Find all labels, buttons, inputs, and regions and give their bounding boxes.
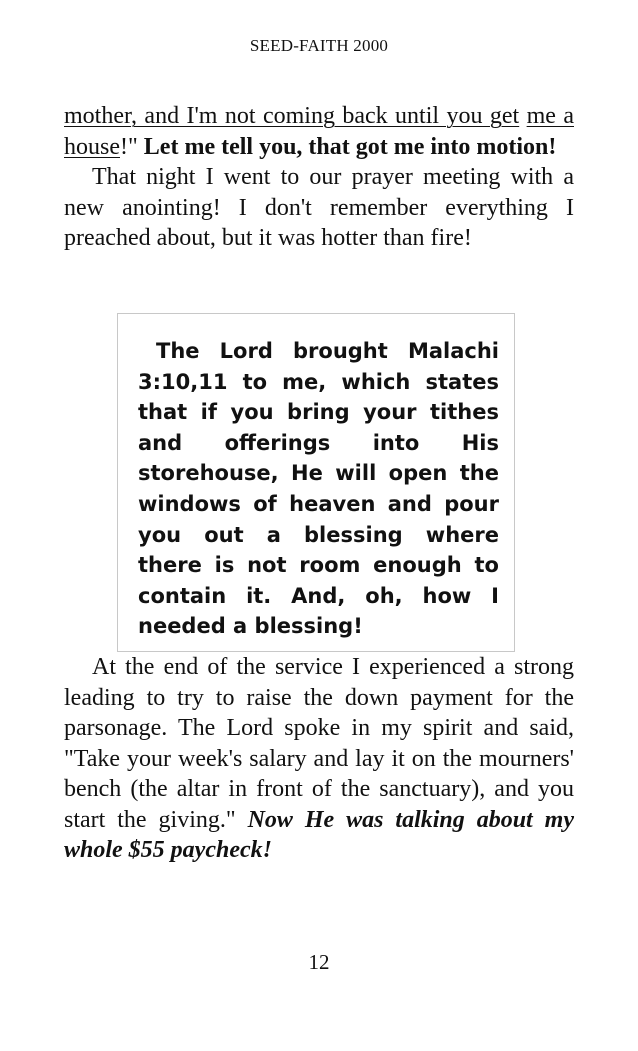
page-number: 12 <box>308 950 330 974</box>
underlined-text-2: me a house <box>64 103 574 160</box>
running-header: SEED-FAITH 2000 <box>249 36 389 55</box>
paragraph-continued <box>64 101 574 162</box>
paragraph-prayer-meeting: That night I went to our prayer meeting with a new anointing! I don't remember everything I preached about, but it was hotter than fire! <box>64 164 574 251</box>
paragraph-service <box>64 652 574 866</box>
pull-quote-content: The Lord brought Malachi 3:10,11 to me, which states that if you bring your tithes and offerings into His storehouse, He will open the windows of heaven and pour you out a blessing where there is not room enough to contain it. And, oh, how I needed a blessing! <box>138 339 499 639</box>
underlined-text: mother, and I'm not coming back until you get <box>64 103 520 129</box>
bold-emphasis: Let me tell you, that got me into motion! <box>143 133 557 160</box>
pull-quote-box <box>117 313 515 652</box>
pull-quote-text <box>138 336 499 642</box>
bottom-text-block <box>64 652 574 866</box>
paragraph-service-text: At the end of the service I experienced a strong leading to try to raise the down payment for the parsonage. The Lord spoke in my spirit and said, "Take your week's salary and lay it on the mourners' bench (the altar in front of the sanctuary), and you start the giving." <box>64 654 574 833</box>
top-text-block <box>64 101 574 254</box>
quote-close: !" <box>120 133 144 160</box>
bold-italic-emphasis: Now He was talking about my whole $55 paycheck! <box>64 806 574 863</box>
